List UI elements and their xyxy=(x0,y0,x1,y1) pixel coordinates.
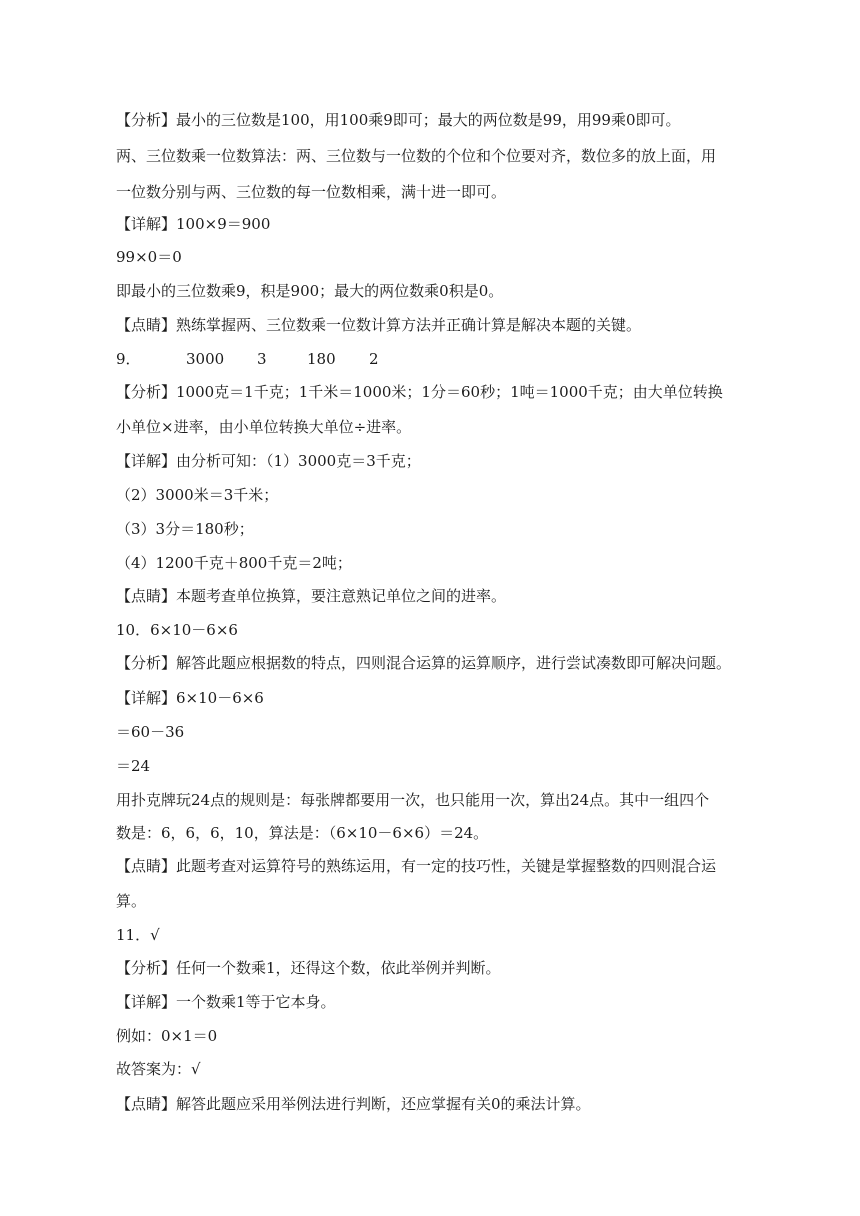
solution-line: 【详解】一个数乘1等于它本身。 xyxy=(116,993,336,1011)
comment-line: 【点睛】此题考查对运算符号的熟练运用，有一定的技巧性，关键是掌握整数的四则混合运 xyxy=(116,857,717,875)
comment-line: 【点睛】解答此题应采用举例法进行判断，还应掌握有关0的乘法计算。 xyxy=(116,1095,591,1113)
solution-line: 【详解】100×9＝900 xyxy=(116,215,271,233)
text-line: 算。 xyxy=(116,892,147,910)
text-line: （3）3分＝180秒； xyxy=(116,520,254,538)
text-line: 两、三位数乘一位数算法：两、三位数与一位数的个位和个位要对齐，数位多的放上面，用 xyxy=(116,147,717,165)
text-line: 数是：6，6，6，10，算法是：（6×10－6×6）＝24。 xyxy=(116,824,489,842)
solution-line: 【详解】由分析可知：（1）3000克＝3千克； xyxy=(116,452,421,470)
answer-blank: 3 xyxy=(257,350,267,368)
text-line: ＝24 xyxy=(116,757,151,775)
text-line: 故答案为：√ xyxy=(116,1060,201,1078)
comment-line: 【点睛】本题考查单位换算，要注意熟记单位之间的进率。 xyxy=(116,587,507,605)
answer-blank: 180 xyxy=(307,350,336,368)
question-9-answers xyxy=(116,349,379,369)
text-line: 例如：0×1＝0 xyxy=(116,1027,218,1045)
text-line: 用扑克牌玩24点的规则是：每张牌都要用一次，也只能用一次，算出24点。其中一组四个 xyxy=(116,791,710,809)
comment-line: 【点睛】熟练掌握两、三位数乘一位数计算方法并正确计算是解决本题的关键。 xyxy=(116,316,642,334)
text-line: 99×0＝0 xyxy=(116,248,182,266)
text-line: 小单位×进率，由小单位转换大单位÷进率。 xyxy=(116,418,412,436)
analysis-line: 【分析】解答此题应根据数的特点，四则混合运算的运算顺序，进行尝试凑数即可解决问题。 xyxy=(116,654,732,672)
text-line: 一位数分别与两、三位数的每一位数相乘，满十进一即可。 xyxy=(116,183,507,201)
analysis-line: 【分析】任何一个数乘1，还得这个数，依此举例并判断。 xyxy=(116,959,501,977)
answer-blank: 2 xyxy=(369,350,379,368)
text-line: （4）1200千克＋800千克＝2吨； xyxy=(116,554,352,572)
question-10-answer: 10．6×10－6×6 xyxy=(116,621,238,639)
text-line: 即最小的三位数乘9，积是900；最大的两位数乘0积是0。 xyxy=(116,282,504,300)
question-11-answer: 11．√ xyxy=(116,926,160,944)
analysis-line: 【分析】最小的三位数是100，用100乘9即可；最大的两位数是99，用99乘0即可。 xyxy=(116,111,681,129)
analysis-line: 【分析】1000克＝1千克；1千米＝1000米；1分＝60秒；1吨＝1000千克；由大单位转换 xyxy=(116,383,723,401)
text-line: ＝60－36 xyxy=(116,723,185,741)
answer-blank: 3000 xyxy=(186,350,225,368)
solution-line: 【详解】6×10－6×6 xyxy=(116,689,264,707)
question-number: 9． xyxy=(116,350,141,368)
text-line: （2）3000米＝3千米； xyxy=(116,486,279,504)
